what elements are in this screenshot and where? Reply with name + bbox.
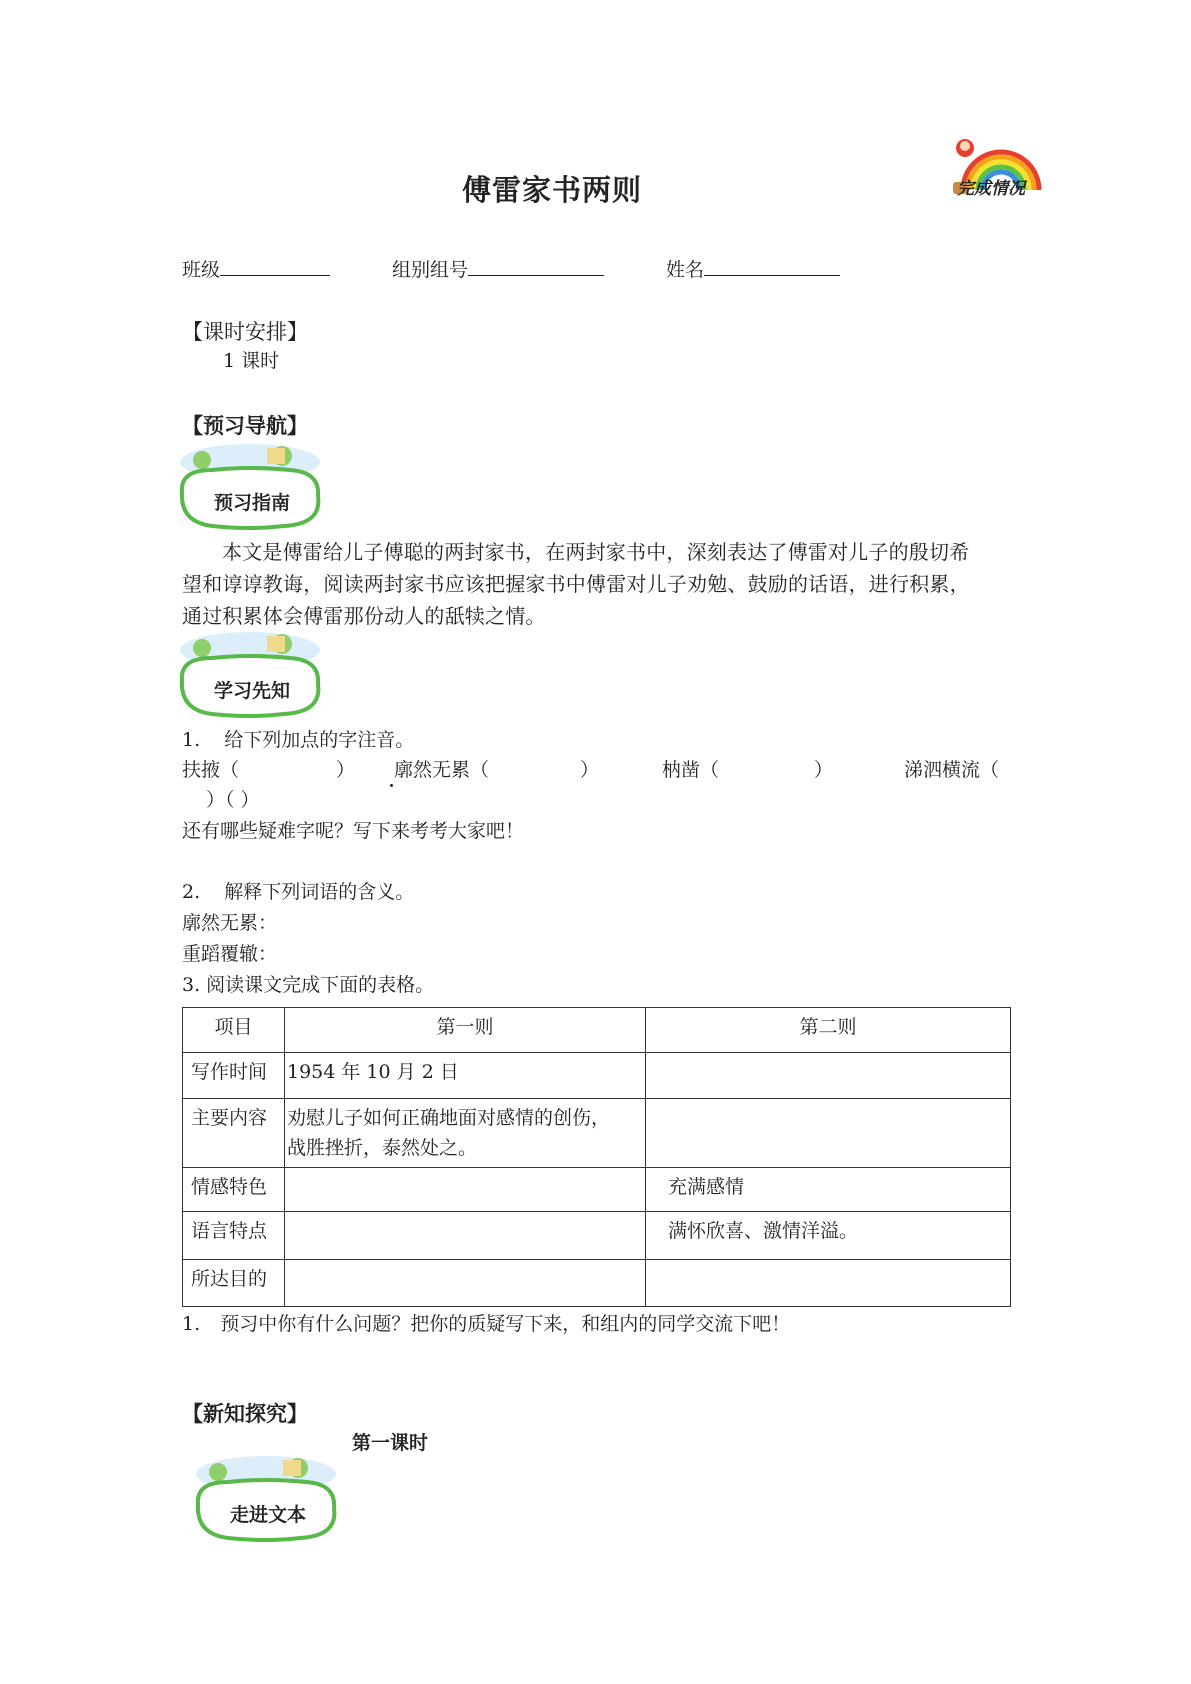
page-title: 傅雷家书两则	[462, 173, 643, 207]
badge-prior-knowledge	[172, 628, 328, 723]
group-label: 组别组号	[392, 259, 469, 281]
q1-extra: 还有哪些疑难字呢？写下来考考大家吧！	[182, 820, 525, 842]
class-input-line[interactable]	[220, 255, 330, 276]
group-input-line[interactable]	[468, 255, 604, 276]
q4	[182, 1311, 790, 1337]
row-second[interactable]	[646, 1260, 1011, 1307]
table-header-first: 第一则	[285, 1008, 646, 1053]
table-row	[183, 1099, 1011, 1168]
q2-item-2: 重蹈覆辙：	[182, 943, 278, 965]
group-field	[392, 255, 604, 283]
q1-word-2: 廓然无累（	[394, 759, 490, 781]
row-first[interactable]	[285, 1212, 646, 1260]
row-second[interactable]: 满怀欣喜、激情洋溢。	[646, 1212, 1011, 1260]
explore-lesson: 第一课时	[352, 1432, 429, 1454]
q1-number: 1.	[182, 729, 201, 751]
table-header-item: 项目	[183, 1008, 285, 1053]
q1-text: 给下列加点的字注音。	[224, 729, 415, 751]
badge-prior-knowledge-label: 学习先知	[214, 680, 291, 702]
q1-word-2-close: ）	[580, 759, 600, 781]
badge-preview-guide	[172, 440, 328, 535]
q4-number: 1.	[182, 1313, 201, 1335]
table-row	[183, 1212, 1011, 1260]
q1	[182, 727, 414, 753]
schedule-content: 1 课时	[223, 350, 280, 372]
table-row	[183, 1260, 1011, 1307]
q1-word-3: 枘凿（	[662, 759, 720, 781]
q1-word-4: 涕泗横流（	[904, 759, 1000, 781]
row-second[interactable]	[646, 1053, 1011, 1099]
row-first[interactable]	[285, 1099, 646, 1168]
class-field	[182, 255, 330, 283]
badge-enter-text-label: 走进文本	[230, 1504, 307, 1526]
q1-word-3-close: ）	[814, 759, 834, 781]
q3-text: 3. 阅读课文完成下面的表格。	[182, 974, 435, 996]
q2	[182, 879, 414, 905]
row-first[interactable]	[285, 1260, 646, 1307]
name-input-line[interactable]	[704, 255, 840, 276]
q2-text: 解释下列词语的含义。	[224, 881, 415, 903]
row-first[interactable]	[285, 1168, 646, 1212]
row-label: 语言特点	[183, 1212, 285, 1260]
q1-wrap: ）（ ）	[206, 789, 260, 811]
table-header-row	[183, 1008, 1011, 1053]
row-first-line-2: 战胜挫折，泰然处之。	[287, 1137, 478, 1159]
row-first[interactable]: 1954 年 10 月 2 日	[285, 1053, 646, 1099]
row-first-line-1: 劝慰儿子如何正确地面对感情的创伤，	[287, 1107, 611, 1129]
row-label: 所达目的	[183, 1260, 285, 1307]
badge-preview-guide-label: 预习指南	[214, 492, 291, 514]
row-second[interactable]	[646, 1099, 1011, 1168]
row-label: 主要内容	[183, 1099, 285, 1168]
guide-line-2: 望和谆谆教诲，阅读两封家书应该把握家书中傅雷对儿子劝勉、鼓励的话语，进行积累，	[182, 572, 970, 596]
completion-badge	[945, 132, 1055, 207]
row-label: 写作时间	[183, 1053, 285, 1099]
name-label: 姓名	[666, 259, 705, 281]
table-header-second: 第二则	[646, 1008, 1011, 1053]
q1-word-1-close: ）	[336, 759, 356, 781]
q2-number: 2.	[182, 881, 201, 903]
row-second[interactable]: 充满感情	[646, 1168, 1011, 1212]
row-label: 情感特色	[183, 1168, 285, 1212]
q2-item-1: 廓然无累：	[182, 912, 278, 934]
table-row	[183, 1168, 1011, 1212]
badge-enter-text	[188, 1452, 344, 1547]
guide-line-3: 通过积累体会傅雷那份动人的舐犊之情。	[182, 604, 546, 628]
summary-table	[182, 1007, 1011, 1307]
preview-heading: 【预习导航】	[182, 413, 308, 438]
completion-badge-label: 完成情况	[957, 179, 1025, 199]
explore-heading: 【新知探究】	[182, 1401, 308, 1426]
table-row	[183, 1053, 1011, 1099]
class-label: 班级	[182, 259, 221, 281]
guide-line-1: 本文是傅雷给儿子傅聪的两封家书，在两封家书中，深刻表达了傅雷对儿子的殷切希	[222, 540, 970, 564]
name-field	[666, 255, 840, 283]
emphasis-dot	[390, 784, 393, 787]
q4-text: 预习中你有什么问题？把你的质疑写下来，和组内的同学交流下吧！	[220, 1313, 791, 1335]
q1-word-1: 扶掖（	[182, 759, 240, 781]
schedule-heading: 【课时安排】	[182, 320, 308, 344]
